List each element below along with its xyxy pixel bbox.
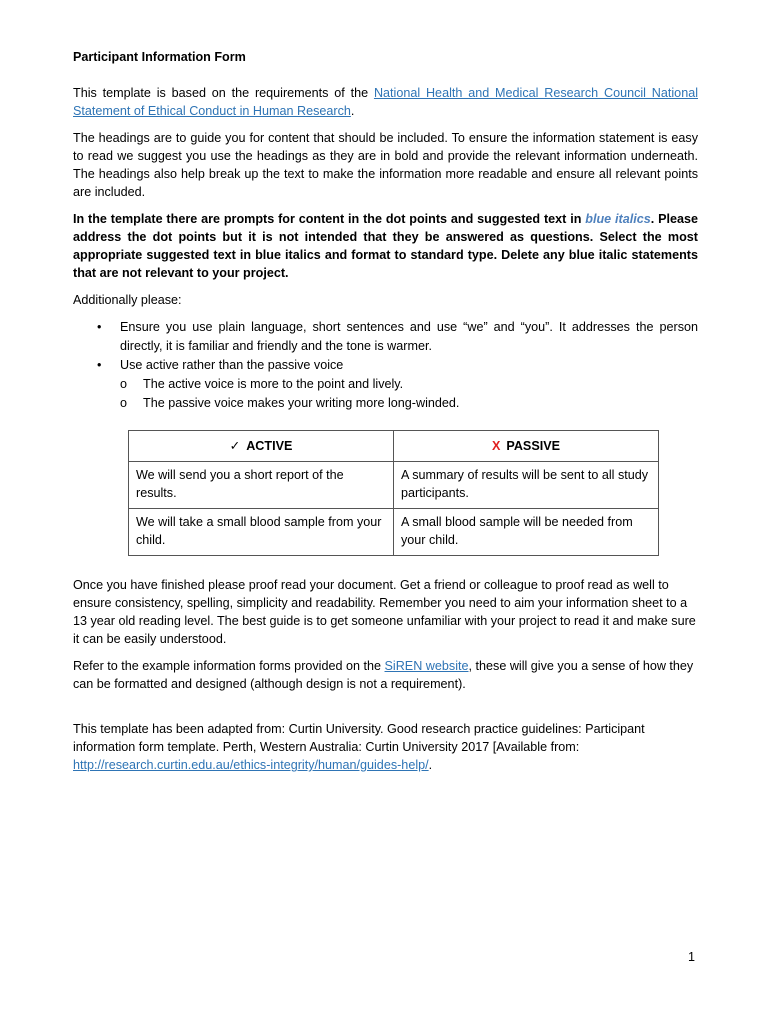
intro-text: This template is based on the requirements of the bbox=[73, 86, 374, 100]
sub-list-item bbox=[120, 394, 698, 413]
table-header-row bbox=[129, 431, 659, 462]
refer-paragraph bbox=[73, 657, 698, 693]
list-item-text: Use active rather than the passive voice bbox=[120, 358, 344, 372]
page-title: Participant Information Form bbox=[73, 50, 246, 64]
table-row bbox=[129, 509, 659, 556]
adapted-from-paragraph bbox=[73, 720, 698, 774]
refer-text: Refer to the example information forms provided on the bbox=[73, 659, 385, 673]
passive-column-header bbox=[394, 431, 659, 462]
active-example-cell: We will take a small blood sample from your child. bbox=[129, 509, 394, 556]
headings-paragraph: The headings are to guide you for content that should be included. To ensure the information statement is easy to read we suggest you use the headings as they are in bold and provide the relevant information underneath. The headings also help break up the text to make the information more readable and ensure all relevant points are included. bbox=[73, 131, 698, 199]
siren-website-link[interactable]: SiREN website bbox=[384, 659, 469, 673]
bullet-icon: • bbox=[97, 320, 102, 334]
list-item bbox=[73, 318, 698, 356]
page-number: 1 bbox=[688, 950, 696, 964]
bullet-icon: • bbox=[97, 358, 102, 372]
list-item-text: Ensure you use plain language, short sentences and use “we” and “you”. It addresses the person directly, it is familiar and friendly and the tone is warmer. bbox=[120, 320, 698, 353]
checkmark-icon: ✓ bbox=[229, 439, 241, 453]
adapted-text: This template has been adapted from: Curtin University. Good research practice guidelines: Participant information form template. Perth, Western Australia: Curtin University 2017 [Available from: bbox=[73, 722, 645, 754]
intro-paragraph bbox=[73, 84, 698, 120]
proofread-paragraph: Once you have finished please proof read your document. Get a friend or colleague to proof read as well to ensure consistency, spelling, simplicity and readability. Remember you need to aim your information sheet to a 13 year old reading level. The best guide is to get someone unfamiliar with your project to read it and make sure it can be easily understood. bbox=[73, 578, 696, 646]
adapted-text-end: . bbox=[428, 758, 433, 772]
active-column-header bbox=[129, 431, 394, 462]
cross-icon: X bbox=[491, 439, 501, 453]
passive-header-label: PASSIVE bbox=[506, 439, 561, 453]
curtin-guides-link[interactable]: http://research.curtin.edu.au/ethics-integrity/human/guides-help/ bbox=[73, 758, 429, 772]
blue-italics-sample: blue italics bbox=[585, 212, 651, 226]
guidance-list bbox=[73, 318, 698, 413]
passive-example-cell: A summary of results will be sent to all study participants. bbox=[394, 462, 659, 509]
circle-bullet-icon: o bbox=[120, 396, 128, 410]
table-row bbox=[129, 462, 659, 509]
prompts-paragraph bbox=[73, 210, 698, 282]
prompts-text-end: . Please address the dot points but it is not intended that they be answered as questions. Select the most appropriate suggested text in blue italics and format to standard type. Delete any blue italic statements that are not relevant to your project. bbox=[73, 212, 699, 280]
active-passive-table bbox=[128, 430, 659, 556]
sub-list-item-text: The active voice is more to the point and lively. bbox=[143, 377, 404, 391]
list-item bbox=[73, 356, 698, 413]
sub-list bbox=[120, 375, 698, 413]
passive-example-cell: A small blood sample will be needed from your child. bbox=[394, 509, 659, 556]
sub-list-item-text: The passive voice makes your writing more long-winded. bbox=[143, 396, 460, 410]
refer-text-end: , these will give you a sense of how they can be formatted and designed (although design is not a requirement). bbox=[73, 659, 694, 691]
additionally-paragraph: Additionally please: bbox=[73, 293, 182, 307]
intro-text-end: . bbox=[350, 104, 355, 118]
prompts-text: In the template there are prompts for content in the dot points and suggested text in bbox=[73, 212, 586, 226]
active-example-cell: We will send you a short report of the results. bbox=[129, 462, 394, 509]
active-header-label: ACTIVE bbox=[246, 439, 293, 453]
sub-list-item bbox=[120, 375, 698, 394]
nhmrc-statement-link[interactable]: National Health and Medical Research Council National Statement of Ethical Conduct in Human Research bbox=[73, 86, 698, 118]
document-page bbox=[73, 48, 698, 783]
circle-bullet-icon: o bbox=[120, 377, 128, 391]
